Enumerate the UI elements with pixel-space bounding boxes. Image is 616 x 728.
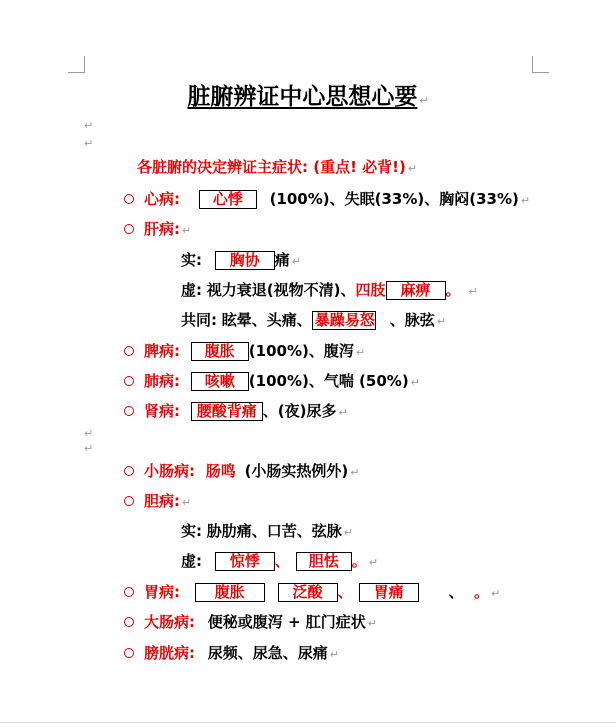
bullet-icon [124,617,134,627]
gallbladder-xu-end: 。 [351,552,367,570]
small-intestine-key: 肠鸣 [205,462,236,480]
crop-mark-top-right [532,56,549,73]
bullet-icon [124,194,134,204]
stomach-key3-box: 胃痛 [359,583,419,602]
bladder-label: 膀胱病: [144,644,195,662]
bullet-icon [124,587,134,597]
liver-gong-line [181,310,446,332]
gallbladder-label: 胆病: [144,492,180,510]
small-intestine-label: 小肠病: [144,462,195,480]
paragraph-mark-icon: ↵ [468,285,478,298]
large-intestine-text: 便秘或腹泻 + 肛门症状 [207,613,366,631]
page-title-text: 脏腑辨证中心思想心要 [187,84,418,110]
paragraph-mark-icon: ↵ [329,648,340,661]
crop-mark-top-left [68,56,85,73]
gallbladder-shi-label: 实: [181,522,202,540]
liver-xu-end: 。 [445,281,461,299]
gallbladder-xu-key2-box: 胆怯 [296,552,352,571]
gallbladder-shi-text: 胁肋痛、口苦、弦脉 [206,522,342,540]
spleen-key-box: 腹胀 [191,342,249,361]
paragraph-mark-icon: ↵ [182,496,192,509]
liver-label: 肝病: [144,220,180,238]
liver-gong-text: 眩晕、头痛、 [221,311,312,329]
liver-gong-rest: 、脉弦 [389,311,435,329]
liver-gong-key-box: 暴躁易怒 [312,311,376,330]
stomach-tail-end: 。 [474,583,490,601]
paragraph-mark-icon: ↵ [291,255,302,268]
paragraph-mark-icon: ↵ [367,617,378,630]
paragraph-mark-icon: ↵ [350,466,360,479]
heart-rest: (100%)、失眠(33%)、胸闷(33%) [269,190,519,208]
liver-gong-label: 共同: [181,311,217,329]
lung-line [144,371,420,393]
heart-label: 心病: [144,190,180,208]
gallbladder-xu-key1-box: 惊悸 [215,552,275,571]
large-intestine-line [144,612,377,634]
liver-line [144,219,191,241]
stomach-key1-box: 腹胀 [195,583,265,602]
paragraph-mark-icon: ↵ [338,406,348,419]
page-title [0,82,616,116]
liver-shi-key-box: 胸协 [215,251,275,270]
gallbladder-xu-line [181,551,378,573]
lung-label: 肺病: [144,372,180,390]
bullet-icon [124,466,134,476]
paragraph-mark-icon: ↵ [436,315,447,328]
kidney-key-box: 腰酸背痛 [191,402,263,421]
liver-xu-label: 虚: [181,281,202,299]
intro-text: 各脏腑的决定辨证主症状: (重点! 必背!) [137,158,406,176]
liver-xu-text: 视力衰退(视物不清)、 [206,281,356,299]
gallbladder-xu-sep: 、 [274,552,290,570]
gallbladder-shi-line [181,521,353,543]
kidney-line [144,401,348,423]
stomach-tail-sep: 、 [448,583,457,601]
liver-shi-rest: 痛 [274,251,290,269]
intro-heading [137,157,417,179]
bullet-icon [124,406,134,416]
paragraph-mark-icon: ↵ [520,194,531,207]
liver-xu-key-box: 麻痹 [386,281,446,300]
liver-xu-red: 四肢 [355,281,386,299]
stomach-sep: 、 [337,583,353,601]
kidney-label: 肾病: [144,402,180,420]
stomach-label: 胃病: [144,583,180,601]
bladder-line [144,643,339,665]
heart-key-box: 心悸 [199,190,257,209]
liver-shi-line [181,250,301,272]
paragraph-mark-icon: ↵ [182,224,192,237]
liver-shi-label: 实: [181,251,202,269]
kidney-rest: 、(夜)尿多 [262,402,337,420]
paragraph-mark-icon: ↵ [419,94,429,107]
lung-rest: (100%)、气喘 (50%) [248,372,409,390]
bullet-icon [124,224,134,234]
paragraph-mark-icon: ↵ [410,376,420,389]
bullet-icon [124,496,134,506]
lung-key-box: 咳嗽 [191,372,249,391]
paragraph-mark-icon: ↵ [84,442,94,455]
gallbladder-line [144,491,191,513]
stomach-line [144,582,500,604]
stomach-key2-box: 泛酸 [278,583,338,602]
paragraph-mark-icon: ↵ [407,162,418,175]
gallbladder-xu-label: 虚: [181,552,202,570]
paragraph-mark-icon: ↵ [368,556,379,569]
paragraph-mark-icon: ↵ [84,427,94,440]
small-intestine-rest: (小肠实热例外) [244,462,349,480]
spleen-line [144,341,365,363]
bullet-icon [124,376,134,386]
bladder-text: 尿频、尿急、尿痛 [207,644,328,662]
page-bottom-rule [0,722,616,723]
paragraph-mark-icon: ↵ [491,587,501,600]
bullet-icon [124,346,134,356]
large-intestine-label: 大肠病: [144,613,195,631]
spleen-label: 脾病: [144,342,180,360]
paragraph-mark-icon: ↵ [84,119,94,132]
paragraph-mark-icon: ↵ [343,526,354,539]
bullet-icon [124,648,134,658]
paragraph-mark-icon: ↵ [355,346,366,359]
paragraph-mark-icon: ↵ [84,137,94,150]
small-intestine-line [144,461,360,483]
heart-line [144,189,530,211]
spleen-rest: (100%)、腹泻 [248,342,354,360]
liver-xu-line [181,280,478,302]
